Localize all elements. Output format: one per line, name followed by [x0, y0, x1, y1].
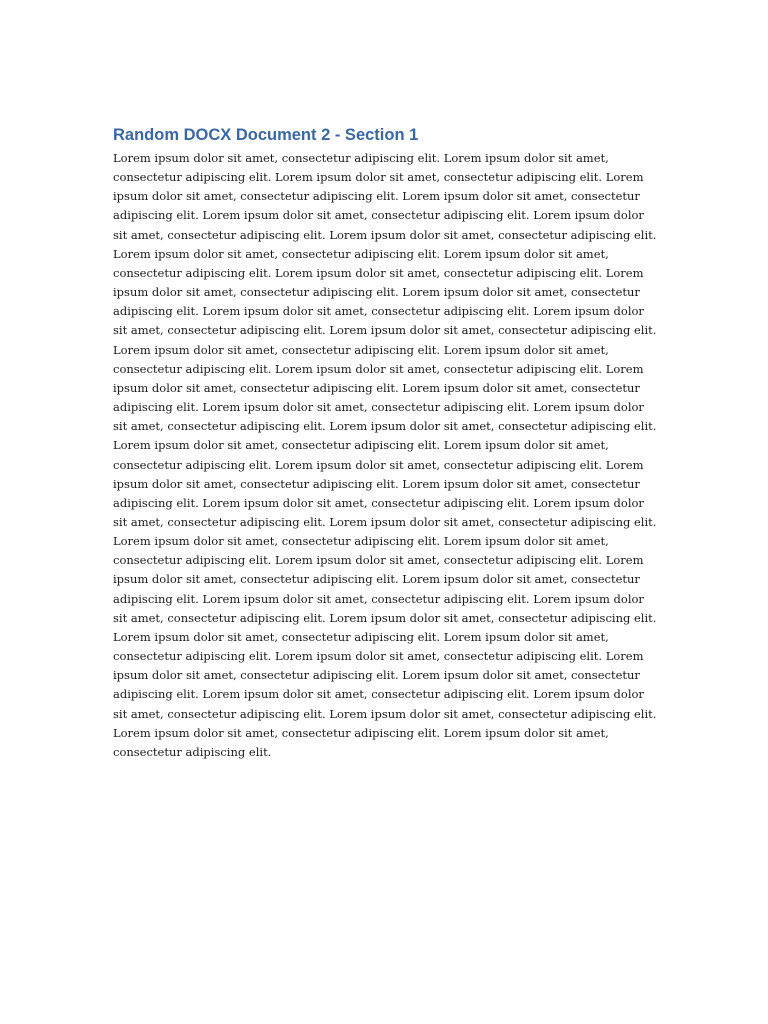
paragraph-line: ipsum dolor sit amet, consectetur adipiscing elit. Lorem ipsum dolor sit amet, consectetur: [113, 572, 640, 587]
paragraph-line: ipsum dolor sit amet, consectetur adipiscing elit. Lorem ipsum dolor sit amet, consectetur: [113, 380, 640, 395]
body-paragraph: [113, 149, 658, 762]
paragraph-line: consectetur adipiscing elit. Lorem ipsum dolor sit amet, consectetur adipiscing elit. Lorem: [113, 170, 644, 185]
paragraph-line: consectetur adipiscing elit. Lorem ipsum dolor sit amet, consectetur adipiscing elit. Lorem: [113, 361, 644, 376]
paragraph-line: Lorem ipsum dolor sit amet, consectetur adipiscing elit. Lorem ipsum dolor sit amet,: [113, 438, 609, 453]
paragraph-line: consectetur adipiscing elit. Lorem ipsum dolor sit amet, consectetur adipiscing elit. Lorem: [113, 649, 644, 664]
paragraph-line: ipsum dolor sit amet, consectetur adipiscing elit. Lorem ipsum dolor sit amet, consectetur: [113, 668, 640, 683]
paragraph-line: sit amet, consectetur adipiscing elit. Lorem ipsum dolor sit amet, consectetur adipiscing elit.: [113, 323, 657, 338]
paragraph-line: ipsum dolor sit amet, consectetur adipiscing elit. Lorem ipsum dolor sit amet, consectetur: [113, 189, 640, 204]
paragraph-line: adipiscing elit. Lorem ipsum dolor sit amet, consectetur adipiscing elit. Lorem ipsum dolor: [113, 304, 644, 319]
paragraph-line: consectetur adipiscing elit.: [113, 744, 272, 759]
paragraph-line: adipiscing elit. Lorem ipsum dolor sit amet, consectetur adipiscing elit. Lorem ipsum dolor: [113, 400, 644, 415]
paragraph-line: sit amet, consectetur adipiscing elit. Lorem ipsum dolor sit amet, consectetur adipiscing elit.: [113, 514, 657, 529]
paragraph-line: sit amet, consectetur adipiscing elit. Lorem ipsum dolor sit amet, consectetur adipiscing elit.: [113, 227, 657, 242]
paragraph-line: Lorem ipsum dolor sit amet, consectetur adipiscing elit. Lorem ipsum dolor sit amet,: [113, 725, 609, 740]
paragraph-line: ipsum dolor sit amet, consectetur adipiscing elit. Lorem ipsum dolor sit amet, consectetur: [113, 476, 640, 491]
paragraph-line: ipsum dolor sit amet, consectetur adipiscing elit. Lorem ipsum dolor sit amet, consectetur: [113, 285, 640, 300]
paragraph-line: Lorem ipsum dolor sit amet, consectetur adipiscing elit. Lorem ipsum dolor sit amet,: [113, 629, 609, 644]
document-content: [113, 124, 658, 762]
paragraph-line: Lorem ipsum dolor sit amet, consectetur adipiscing elit. Lorem ipsum dolor sit amet,: [113, 534, 609, 549]
paragraph-line: Lorem ipsum dolor sit amet, consectetur adipiscing elit. Lorem ipsum dolor sit amet,: [113, 151, 609, 165]
paragraph-line: sit amet, consectetur adipiscing elit. Lorem ipsum dolor sit amet, consectetur adipiscing elit.: [113, 610, 657, 625]
paragraph-line: consectetur adipiscing elit. Lorem ipsum dolor sit amet, consectetur adipiscing elit. Lorem: [113, 265, 644, 280]
paragraph-line: adipiscing elit. Lorem ipsum dolor sit amet, consectetur adipiscing elit. Lorem ipsum dolor: [113, 495, 644, 510]
paragraph-line: Lorem ipsum dolor sit amet, consectetur adipiscing elit. Lorem ipsum dolor sit amet,: [113, 246, 609, 261]
paragraph-line: sit amet, consectetur adipiscing elit. Lorem ipsum dolor sit amet, consectetur adipiscing elit.: [113, 706, 657, 721]
paragraph-line: sit amet, consectetur adipiscing elit. Lorem ipsum dolor sit amet, consectetur adipiscing elit.: [113, 419, 657, 434]
paragraph-line: adipiscing elit. Lorem ipsum dolor sit amet, consectetur adipiscing elit. Lorem ipsum dolor: [113, 591, 644, 606]
paragraph-line: adipiscing elit. Lorem ipsum dolor sit amet, consectetur adipiscing elit. Lorem ipsum dolor: [113, 687, 644, 702]
paragraph-line: consectetur adipiscing elit. Lorem ipsum dolor sit amet, consectetur adipiscing elit. Lorem: [113, 553, 644, 568]
paragraph-line: adipiscing elit. Lorem ipsum dolor sit amet, consectetur adipiscing elit. Lorem ipsum dolor: [113, 208, 644, 223]
section-heading: Random DOCX Document 2 - Section 1: [113, 126, 419, 144]
paragraph-line: Lorem ipsum dolor sit amet, consectetur adipiscing elit. Lorem ipsum dolor sit amet,: [113, 342, 609, 357]
paragraph-line: consectetur adipiscing elit. Lorem ipsum dolor sit amet, consectetur adipiscing elit. Lorem: [113, 457, 644, 472]
